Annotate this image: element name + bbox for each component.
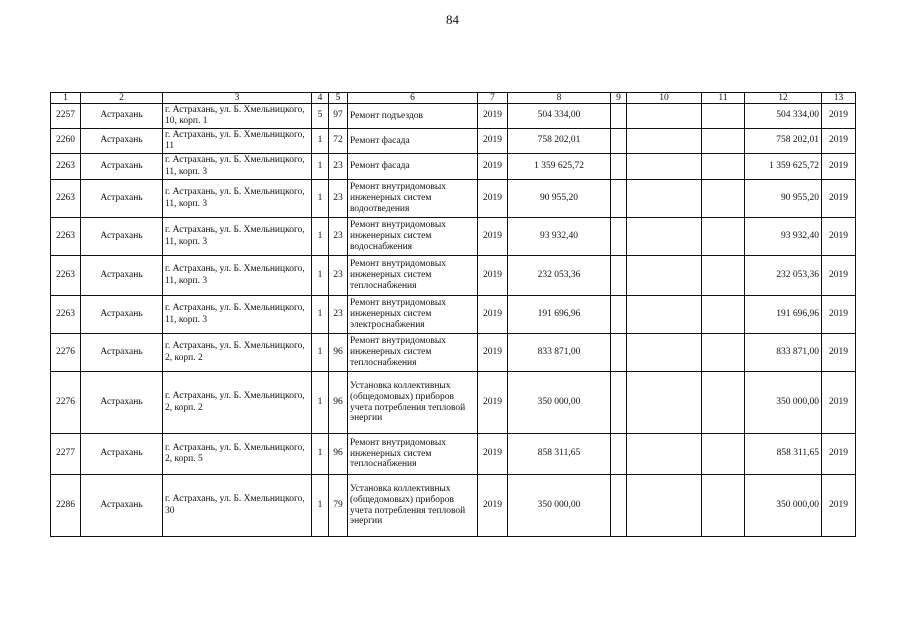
cell-c13: 2019 [822,104,856,129]
cell-c2: Астрахань [81,154,163,180]
cell-c11 [702,256,745,296]
cell-c5: 23 [329,180,348,218]
cell-c7: 2019 [478,104,508,129]
cell-c9 [611,372,627,434]
cell-c1: 2257 [51,104,81,129]
cell-c11 [702,434,745,475]
cell-c1: 2286 [51,475,81,537]
cell-c3: г. Астрахань, ул. Б. Хмельницкого, 11, корп. 3 [163,296,312,334]
cell-c6: Установка коллективных (общедомовых) приборов учета потребления тепловой энергии [348,475,478,537]
cell-c5: 23 [329,296,348,334]
cell-c13: 2019 [822,296,856,334]
cell-c8: 191 696,96 [508,296,611,334]
cell-c11 [702,154,745,180]
cell-c8: 350 000,00 [508,475,611,537]
table-row [51,372,856,434]
cell-c8: 758 202,01 [508,129,611,154]
cell-c4: 1 [312,334,329,372]
cell-c10 [627,372,702,434]
cell-c2: Астрахань [81,434,163,475]
column-header-10: 10 [627,93,702,104]
table-body [51,104,856,537]
table-row [51,296,856,334]
cell-c1: 2276 [51,372,81,434]
cell-c10 [627,475,702,537]
column-header-5: 5 [329,93,348,104]
page-number: 84 [446,12,459,27]
cell-c12: 350 000,00 [745,475,822,537]
cell-c13: 2019 [822,434,856,475]
cell-c3: г. Астрахань, ул. Б. Хмельницкого, 2, корп. 2 [163,372,312,434]
cell-c10 [627,104,702,129]
cell-c2: Астрахань [81,129,163,154]
cell-c7: 2019 [478,475,508,537]
cell-c8: 350 000,00 [508,372,611,434]
cell-c7: 2019 [478,154,508,180]
cell-c8: 504 334,00 [508,104,611,129]
cell-c6: Ремонт внутридомовых инженерных систем теплоснабжения [348,334,478,372]
cell-c7: 2019 [478,372,508,434]
cell-c9 [611,256,627,296]
cell-c3: г. Астрахань, ул. Б. Хмельницкого, 11, корп. 3 [163,180,312,218]
table-row [51,218,856,256]
cell-c5: 96 [329,434,348,475]
cell-c7: 2019 [478,218,508,256]
cell-c13: 2019 [822,129,856,154]
cell-c6: Ремонт внутридомовых инженерных систем теплоснабжения [348,256,478,296]
cell-c12: 833 871,00 [745,334,822,372]
cell-c10 [627,154,702,180]
column-header-6: 6 [348,93,478,104]
column-header-3: 3 [163,93,312,104]
cell-c12: 191 696,96 [745,296,822,334]
cell-c4: 1 [312,372,329,434]
cell-c12: 93 932,40 [745,218,822,256]
cell-c6: Ремонт внутридомовых инженерных систем водоотведения [348,180,478,218]
cell-c4: 5 [312,104,329,129]
cell-c4: 1 [312,218,329,256]
cell-c10 [627,296,702,334]
cell-c13: 2019 [822,256,856,296]
cell-c8: 1 359 625,72 [508,154,611,180]
cell-c13: 2019 [822,180,856,218]
column-header-9: 9 [611,93,627,104]
cell-c8: 90 955,20 [508,180,611,218]
table-row [51,154,856,180]
cell-c2: Астрахань [81,296,163,334]
table-row [51,129,856,154]
column-header-13: 13 [822,93,856,104]
cell-c1: 2263 [51,180,81,218]
cell-c3: г. Астрахань, ул. Б. Хмельницкого, 11 [163,129,312,154]
cell-c8: 232 053,36 [508,256,611,296]
table-row [51,180,856,218]
table-row [51,104,856,129]
header-row [51,93,856,104]
cell-c7: 2019 [478,296,508,334]
cell-c6: Установка коллективных (общедомовых) приборов учета потребления тепловой энергии [348,372,478,434]
cell-c4: 1 [312,475,329,537]
column-header-8: 8 [508,93,611,104]
cell-c6: Ремонт внутридомовых инженерных систем электроснабжения [348,296,478,334]
column-header-1: 1 [51,93,81,104]
cell-c10 [627,256,702,296]
cell-c2: Астрахань [81,218,163,256]
column-header-2: 2 [81,93,163,104]
cell-c2: Астрахань [81,372,163,434]
cell-c4: 1 [312,154,329,180]
cell-c13: 2019 [822,218,856,256]
column-header-4: 4 [312,93,329,104]
cell-c3: г. Астрахань, ул. Б. Хмельницкого, 11, корп. 3 [163,218,312,256]
cell-c11 [702,104,745,129]
cell-c12: 858 311,65 [745,434,822,475]
cell-c5: 23 [329,154,348,180]
cell-c7: 2019 [478,256,508,296]
cell-c8: 93 932,40 [508,218,611,256]
cell-c9 [611,334,627,372]
cell-c12: 350 000,00 [745,372,822,434]
cell-c13: 2019 [822,154,856,180]
cell-c3: г. Астрахань, ул. Б. Хмельницкого, 2, корп. 5 [163,434,312,475]
cell-c9 [611,129,627,154]
cell-c5: 72 [329,129,348,154]
cell-c11 [702,334,745,372]
cell-c9 [611,104,627,129]
cell-c1: 2263 [51,256,81,296]
cell-c2: Астрахань [81,334,163,372]
cell-c11 [702,372,745,434]
cell-c2: Астрахань [81,104,163,129]
cell-c4: 1 [312,296,329,334]
cell-c9 [611,218,627,256]
cell-c13: 2019 [822,372,856,434]
cell-c6: Ремонт фасада [348,129,478,154]
cell-c4: 1 [312,129,329,154]
registry-table [50,92,856,537]
cell-c1: 2276 [51,334,81,372]
cell-c8: 833 871,00 [508,334,611,372]
cell-c12: 758 202,01 [745,129,822,154]
cell-c9 [611,154,627,180]
cell-c11 [702,180,745,218]
cell-c6: Ремонт внутридомовых инженерных систем водоснабжения [348,218,478,256]
cell-c2: Астрахань [81,180,163,218]
cell-c5: 79 [329,475,348,537]
cell-c4: 1 [312,434,329,475]
column-header-7: 7 [478,93,508,104]
cell-c4: 1 [312,180,329,218]
cell-c12: 90 955,20 [745,180,822,218]
cell-c10 [627,218,702,256]
cell-c7: 2019 [478,180,508,218]
cell-c9 [611,434,627,475]
cell-c6: Ремонт подъездов [348,104,478,129]
table-row [51,434,856,475]
cell-c3: г. Астрахань, ул. Б. Хмельницкого, 11, корп. 3 [163,256,312,296]
cell-c2: Астрахань [81,256,163,296]
cell-c5: 96 [329,334,348,372]
cell-c7: 2019 [478,334,508,372]
cell-c13: 2019 [822,334,856,372]
column-header-12: 12 [745,93,822,104]
cell-c1: 2263 [51,154,81,180]
cell-c10 [627,129,702,154]
cell-c3: г. Астрахань, ул. Б. Хмельницкого, 30 [163,475,312,537]
table-row [51,334,856,372]
cell-c5: 96 [329,372,348,434]
cell-c6: Ремонт внутридомовых инженерных систем теплоснабжения [348,434,478,475]
cell-c7: 2019 [478,129,508,154]
cell-c11 [702,218,745,256]
cell-c3: г. Астрахань, ул. Б. Хмельницкого, 2, корп. 2 [163,334,312,372]
cell-c11 [702,296,745,334]
cell-c7: 2019 [478,434,508,475]
cell-c11 [702,475,745,537]
cell-c8: 858 311,65 [508,434,611,475]
cell-c9 [611,296,627,334]
cell-c10 [627,180,702,218]
column-header-11: 11 [702,93,745,104]
cell-c1: 2263 [51,296,81,334]
cell-c5: 23 [329,218,348,256]
cell-c9 [611,180,627,218]
cell-c5: 23 [329,256,348,296]
cell-c1: 2260 [51,129,81,154]
cell-c9 [611,475,627,537]
cell-c11 [702,129,745,154]
cell-c10 [627,434,702,475]
cell-c12: 504 334,00 [745,104,822,129]
cell-c6: Ремонт фасада [348,154,478,180]
cell-c3: г. Астрахань, ул. Б. Хмельницкого, 10, корп. 1 [163,104,312,129]
cell-c3: г. Астрахань, ул. Б. Хмельницкого, 11, корп. 3 [163,154,312,180]
cell-c5: 97 [329,104,348,129]
table-row [51,256,856,296]
cell-c12: 1 359 625,72 [745,154,822,180]
cell-c4: 1 [312,256,329,296]
cell-c2: Астрахань [81,475,163,537]
cell-c12: 232 053,36 [745,256,822,296]
cell-c1: 2277 [51,434,81,475]
cell-c1: 2263 [51,218,81,256]
cell-c10 [627,334,702,372]
table-row [51,475,856,537]
cell-c13: 2019 [822,475,856,537]
